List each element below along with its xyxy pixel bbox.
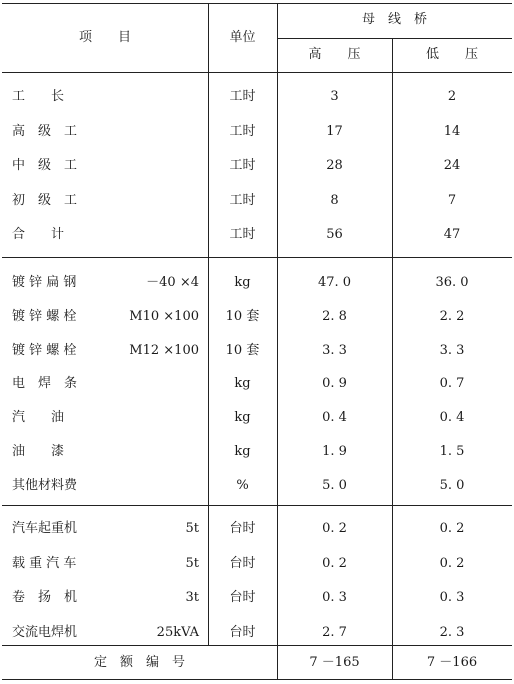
high-value: 2. 8 [322, 309, 347, 324]
item-name: 油 漆 [12, 444, 65, 459]
header-low-voltage: 低 压 [425, 47, 478, 62]
high-value: 8 [330, 193, 339, 208]
low-value: 3. 3 [439, 343, 465, 358]
high-value: 56 [326, 227, 343, 242]
high-value: 47. 0 [317, 275, 352, 290]
item-unit: 台时 [229, 521, 256, 536]
item-name: 电 焊 条 [12, 376, 78, 391]
item-name: 卷 扬 机 [12, 590, 78, 605]
footer-divider [2, 645, 512, 646]
item-name: 镀 锌 螺 栓 [12, 343, 77, 358]
item-unit: 10 套 [225, 343, 260, 358]
footer-high-code: 7 －165 [309, 655, 360, 670]
high-value: 0. 2 [322, 556, 347, 571]
item-spec: 25kVA [156, 625, 199, 640]
low-value: 7 [447, 193, 457, 208]
high-value: 3 [330, 89, 339, 104]
item-name: 载 重 汽 车 [12, 556, 77, 571]
header-unit: 单位 [229, 30, 256, 45]
low-value: 2. 2 [439, 309, 465, 324]
header-group: 母 线 桥 [361, 12, 427, 27]
item-name: 汽车起重机 [12, 521, 78, 536]
high-value: 0. 9 [322, 376, 347, 391]
low-value: 47 [443, 227, 461, 242]
high-value: 17 [326, 124, 343, 139]
item-spec: M10 ×100 [129, 309, 199, 324]
footer-low-code: 7 －166 [426, 655, 478, 670]
item-name: 合 计 [12, 227, 65, 242]
item-name: 其他材料费 [12, 478, 78, 493]
item-unit: kg [234, 275, 251, 290]
item-unit: 台时 [229, 556, 256, 571]
high-value: 3. 3 [322, 343, 347, 358]
high-value: 0. 3 [322, 590, 347, 605]
item-unit: % [236, 478, 249, 493]
high-value: 1. 9 [322, 444, 347, 459]
low-value: 2 [447, 89, 457, 104]
table-bottom-border [2, 679, 512, 680]
item-spec: 3t [185, 590, 199, 605]
item-unit: 工时 [229, 124, 256, 139]
low-value: 1. 5 [439, 444, 465, 459]
low-value: 0. 7 [439, 376, 465, 391]
item-spec: 5t [185, 521, 199, 536]
header-bottom-border [2, 72, 512, 73]
item-name: 镀 锌 螺 栓 [12, 309, 77, 324]
item-unit: kg [234, 410, 251, 425]
item-name: 初 级 工 [12, 193, 78, 208]
low-value: 36. 0 [435, 275, 469, 290]
item-unit: 台时 [229, 625, 256, 640]
item-name: 中 级 工 [12, 158, 78, 173]
item-spec: 5t [185, 556, 199, 571]
item-unit: 工时 [229, 89, 256, 104]
item-name: 交流电焊机 [12, 625, 78, 640]
low-value: 2. 3 [439, 625, 465, 640]
item-unit: kg [234, 376, 251, 391]
high-value: 0. 4 [322, 410, 347, 425]
item-spec: －40 ×4 [146, 275, 199, 290]
table-top-border [2, 3, 512, 4]
item-unit: 工时 [229, 227, 256, 242]
low-value: 5. 0 [439, 478, 465, 493]
footer-quota-label: 定 额 编 号 [93, 655, 185, 670]
low-value: 0. 3 [439, 590, 465, 605]
item-unit: 10 套 [225, 309, 260, 324]
item-unit: 工时 [229, 193, 256, 208]
high-value: 2. 7 [322, 625, 347, 640]
high-value: 0. 2 [322, 521, 347, 536]
item-unit: 工时 [229, 158, 256, 173]
low-value: 0. 4 [439, 410, 465, 425]
header-high-voltage: 高 压 [308, 47, 361, 62]
item-name: 工 长 [12, 89, 65, 104]
item-spec: M12 ×100 [129, 343, 199, 358]
item-name: 汽 油 [12, 410, 65, 425]
material-section-divider [2, 505, 512, 506]
high-value: 5. 0 [322, 478, 347, 493]
low-value: 0. 2 [439, 556, 465, 571]
item-name: 高 级 工 [12, 124, 78, 139]
low-value: 14 [443, 124, 461, 139]
item-name: 镀 锌 扁 钢 [12, 275, 77, 290]
labor-section-divider [2, 257, 512, 258]
low-value: 24 [443, 158, 461, 173]
item-unit: 台时 [229, 590, 256, 605]
header-item: 项 目 [78, 30, 131, 45]
item-unit: kg [234, 444, 251, 459]
group-header-divider [277, 38, 512, 39]
low-value: 0. 2 [439, 521, 465, 536]
high-value: 28 [326, 158, 343, 173]
